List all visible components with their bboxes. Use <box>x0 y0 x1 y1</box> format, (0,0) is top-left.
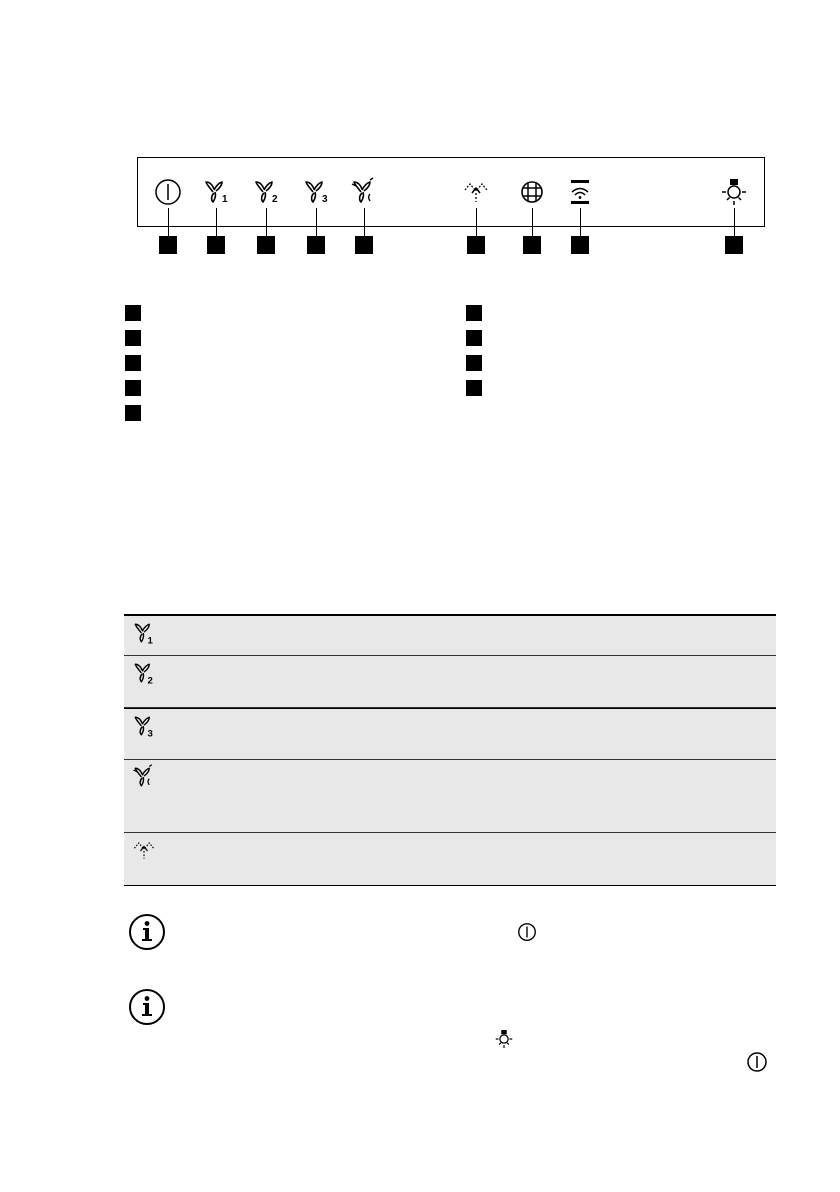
fan-speed-2-icon <box>250 176 282 208</box>
callout-marker-9 <box>725 236 743 254</box>
power-icon <box>516 921 538 943</box>
hob2hood-button[interactable] <box>564 176 596 208</box>
table-row <box>124 708 776 760</box>
table-row <box>124 760 776 833</box>
svg-text:2: 2 <box>272 194 278 205</box>
callout-line <box>580 208 581 236</box>
fan-boost-button[interactable] <box>348 176 380 208</box>
callout-line <box>316 208 317 236</box>
svg-text:3: 3 <box>322 194 328 205</box>
fan-speed-1-button[interactable] <box>200 176 232 208</box>
delayed-shutdown-button[interactable] <box>460 176 492 208</box>
fan-speed-3-button[interactable] <box>300 176 332 208</box>
callout-line <box>364 208 365 236</box>
legend-marker <box>466 305 482 321</box>
light-button[interactable] <box>718 176 750 208</box>
callout-marker-3 <box>257 236 275 254</box>
callout-line <box>266 208 267 236</box>
fan-speed-2-icon <box>130 659 158 687</box>
callout-marker-1 <box>159 236 177 254</box>
legend-marker <box>125 405 141 421</box>
callout-marker-4 <box>307 236 325 254</box>
callout-line <box>734 208 735 236</box>
callout-line <box>168 208 169 236</box>
delayed-shutdown-icon <box>460 176 492 208</box>
svg-text:2: 2 <box>147 675 153 687</box>
fan-speed-3-icon <box>130 712 158 740</box>
legend-marker <box>125 305 141 321</box>
callout-line <box>532 208 533 236</box>
table-row <box>124 656 776 708</box>
legend-marker <box>125 380 141 396</box>
callout-marker-8 <box>571 236 589 254</box>
fan-speed-1-icon <box>130 619 158 647</box>
power-icon <box>745 1050 769 1074</box>
fan-speed-1-icon <box>200 176 232 208</box>
legend-marker <box>125 330 141 346</box>
callout-marker-7 <box>523 236 541 254</box>
power-button[interactable] <box>152 176 184 208</box>
svg-text:3: 3 <box>147 728 153 740</box>
delayed-shutdown-icon <box>130 836 158 864</box>
hob2hood-icon <box>564 176 596 208</box>
legend-marker <box>466 380 482 396</box>
info-icon <box>128 913 166 951</box>
power-icon <box>152 176 184 208</box>
callout-marker-5 <box>355 236 373 254</box>
info-icon <box>128 988 166 1026</box>
svg-text:1: 1 <box>222 194 228 205</box>
callout-line <box>216 208 217 236</box>
grease-filter-icon <box>516 176 548 208</box>
light-icon <box>718 176 750 208</box>
grease-filter-button[interactable] <box>516 176 548 208</box>
table-row <box>124 616 776 656</box>
callout-marker-6 <box>467 236 485 254</box>
legend-marker <box>466 330 482 346</box>
fan-speed-3-icon <box>300 176 332 208</box>
fan-boost-icon <box>130 763 158 791</box>
legend-marker <box>125 355 141 371</box>
table-row <box>124 833 776 885</box>
svg-text:1: 1 <box>147 635 153 647</box>
fan-speed-2-button[interactable] <box>250 176 282 208</box>
callout-line <box>476 208 477 236</box>
light-icon <box>493 1028 515 1050</box>
fan-boost-icon <box>348 176 380 208</box>
legend-marker <box>466 355 482 371</box>
callout-marker-2 <box>207 236 225 254</box>
